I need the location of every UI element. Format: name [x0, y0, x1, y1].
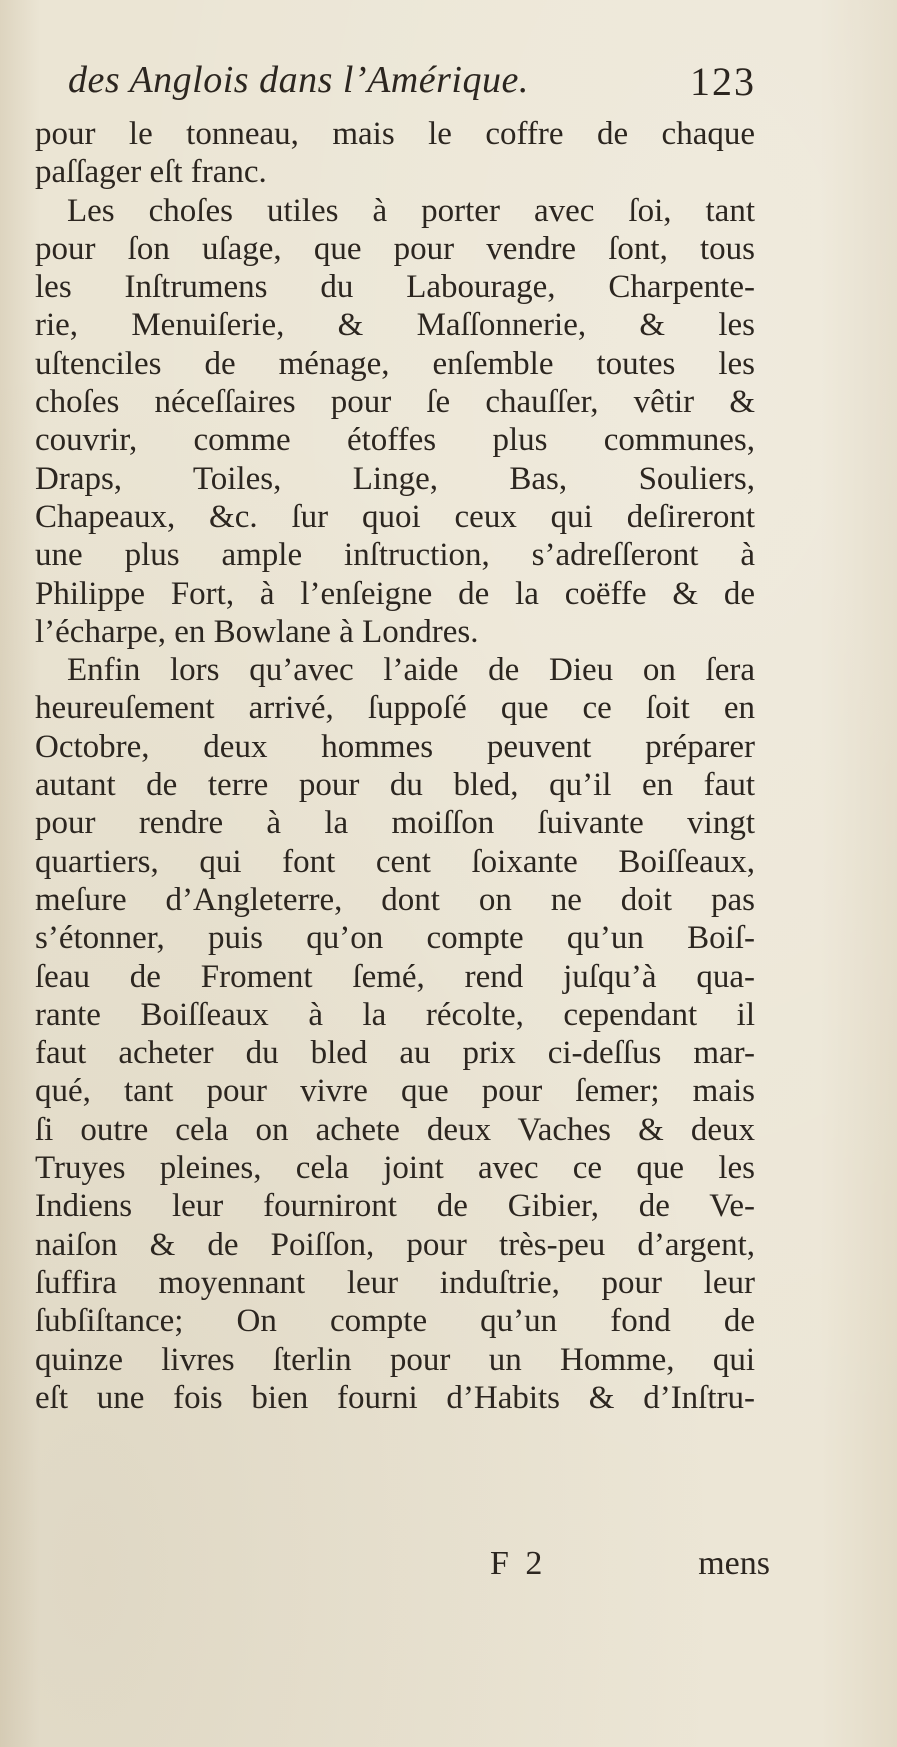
text-line: ſeau de Froment ſemé, rend juſqu’à qua-	[35, 958, 755, 995]
text-line: naiſon & de Poiſſon, pour très-peu d’argent,	[35, 1226, 755, 1263]
text-line: pour ſon uſage, que pour vendre ſont, tous	[35, 230, 755, 267]
text-line: Draps, Toiles, Linge, Bas, Souliers,	[35, 460, 755, 497]
text-line: qué, tant pour vivre que pour ſemer; mais	[35, 1073, 755, 1110]
text-line: rie, Menuiſerie, & Maſſonnerie, & les	[35, 307, 755, 344]
text-line: pour rendre à la moiſſon ſuivante vingt	[35, 805, 755, 842]
text-line: quinze livres ſterlin pour un Homme, qui	[35, 1341, 755, 1378]
text-line: une plus ample inſtruction, s’adreſſeront à	[35, 537, 755, 574]
text-line: ſuffira moyennant leur induſtrie, pour leur	[35, 1264, 755, 1301]
text-line: rante Boiſſeaux à la récolte, cependant il	[35, 996, 755, 1033]
text-line: uſtenciles de ménage, enſemble toutes les	[35, 345, 755, 382]
text-line: Chapeaux, &c. ſur quoi ceux qui deſireront	[35, 498, 755, 535]
text-line: quartiers, qui font cent ſoixante Boiſſeaux,	[35, 843, 755, 880]
page-footer	[480, 1545, 770, 1589]
text-line: les Inſtrumens du Labourage, Charpente-	[35, 269, 755, 306]
text-line: Octobre, deux hommes peuvent préparer	[35, 728, 755, 765]
text-line: Les choſes utiles à porter avec ſoi, tant	[67, 192, 755, 229]
text-line: ſubſiſtance; On compte qu’un fond de	[35, 1303, 755, 1340]
text-line: s’étonner, puis qu’on compte qu’un Boiſ-	[35, 920, 755, 957]
text-line: faut acheter du bled au prix ci-deſſus mar-	[35, 1035, 755, 1072]
text-line: autant de terre pour du bled, qu’il en faut	[35, 767, 755, 804]
text-line: Enfin lors qu’avec l’aide de Dieu on ſera	[67, 652, 755, 689]
text-line: Philippe Fort, à l’enſeigne de la coëffe & de	[35, 575, 755, 612]
text-line: Indiens leur fourniront de Gibier, de Ve-	[35, 1188, 755, 1225]
text-line: heureuſement arrivé, ſuppoſé que ce ſoit en	[35, 690, 755, 727]
signature-mark: F 2	[490, 1545, 547, 1582]
text-line: l’écharpe, en Bowlane à Londres.	[35, 613, 479, 650]
text-line: choſes néceſſaires pour ſe chauſſer, vêtir &	[35, 384, 755, 421]
catchword: mens	[698, 1545, 770, 1582]
page-number: 123	[690, 59, 756, 104]
page-header	[68, 58, 768, 118]
text-line: paſſager eſt franc.	[35, 154, 267, 191]
text-line: pour le tonneau, mais le coffre de chaque	[35, 116, 755, 152]
running-title: des Anglois dans l’Amérique.	[68, 59, 529, 101]
text-line: Truyes pleines, cela joint avec ce que les	[35, 1150, 755, 1187]
text-line: eſt une fois bien fourni d’Habits & d’Inſtru-	[35, 1379, 755, 1416]
text-line: meſure d’Angleterre, dont on ne doit pas	[35, 881, 755, 918]
text-line: couvrir, comme étoffes plus communes,	[35, 422, 755, 459]
text-line: ſi outre cela on achete deux Vaches & deux	[35, 1111, 755, 1148]
body-text	[35, 115, 755, 1417]
